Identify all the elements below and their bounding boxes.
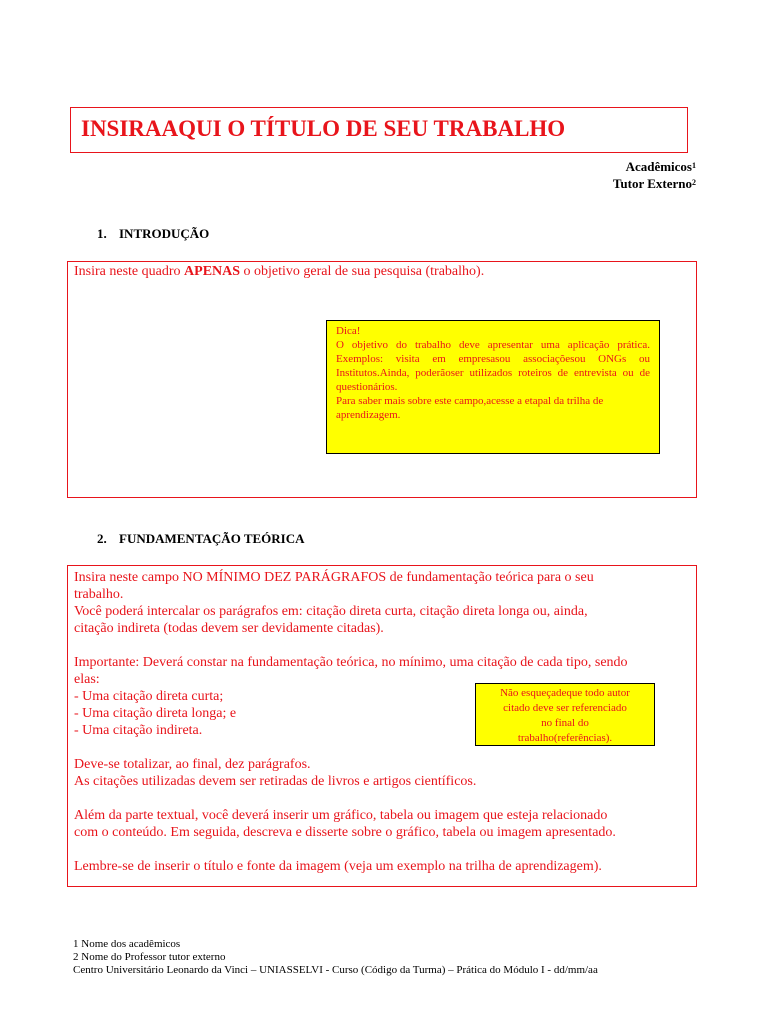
footer-institution: Centro Universitário Leonardo da Vinci – UNIASSELVI - Curso (Código da Turma) – Prática do Módulo I - dd/mm/aa	[73, 964, 598, 976]
introduction-box[interactable]	[67, 261, 697, 498]
footnote-2: 2 Nome do Professor tutor externo	[73, 951, 226, 963]
section-1-heading: 1. INTRODUÇÃO	[97, 226, 210, 241]
title-box	[70, 107, 688, 153]
theoretical-framework-box[interactable]	[67, 565, 697, 887]
authors-block	[613, 158, 696, 192]
document-title: INSIRAAQUI O TÍTULO DE SEU TRABALHO	[81, 116, 566, 141]
tip-text-2: Para saber mais sobre este campo,acesse a etapal da trilha de aprendizagem.	[336, 395, 604, 421]
framework-content: Insira neste campo NO MÍNIMO DEZ PARÁGRAFOS de fundamentação teórica para o seu trabalho. Você poderá intercalar os parágrafos em: citação direta curta, citação direta longa ou, ainda, citação indireta (todas devem ser devidamente citadas). Importante: Deverá constar na fundamentação teórica, no mínimo, uma citação de cada tipo, sendo elas: - Uma citação direta curta; - Uma citação direta longa; e - Uma citação indireta. Deve-se totalizar, ao final, dez parágrafos. As citações utilizadas devem ser retiradas de livros e artigos científicos. Além da parte textual, você deverá inserir um gráfico, tabela ou imagem que esteja relacionado com o conteúdo. Em seguida, descreva e disserte sobre o gráfico, tabela ou imagem apresentado. Lembre-se de inserir o título e fonte da imagem (veja um exemplo na trilha de aprendizagem).	[74, 570, 628, 874]
author-tutor: Tutor Externo$^2$	[612, 176, 696, 191]
tip-label: Dica!	[336, 325, 361, 337]
tip-text-1: O objetivo do trabalho deve apresentar uma aplicação prática. Exemplos: visita em empresasou associaçõesou ONGs ou Institutos.Ainda, poderãoser utilizados roteiros de entrevista ou de questionários.	[336, 339, 650, 393]
footnotes	[73, 938, 598, 977]
author-academics: Acadêmicos$^1$	[625, 159, 696, 174]
footnote-1: 1 Nome dos acadêmicos	[73, 938, 181, 950]
introduction-instruction: Insira neste quadro APENAS o objetivo geral de sua pesquisa (trabalho).	[74, 264, 485, 279]
section-2-heading: 2. FUNDAMENTAÇÃO TEÓRICA	[97, 531, 305, 546]
tip-box-objective	[326, 320, 660, 454]
tip-box-references: Não esqueçadeque todo autor citado deve ser referenciado no final do trabalho(referências).	[475, 683, 655, 746]
